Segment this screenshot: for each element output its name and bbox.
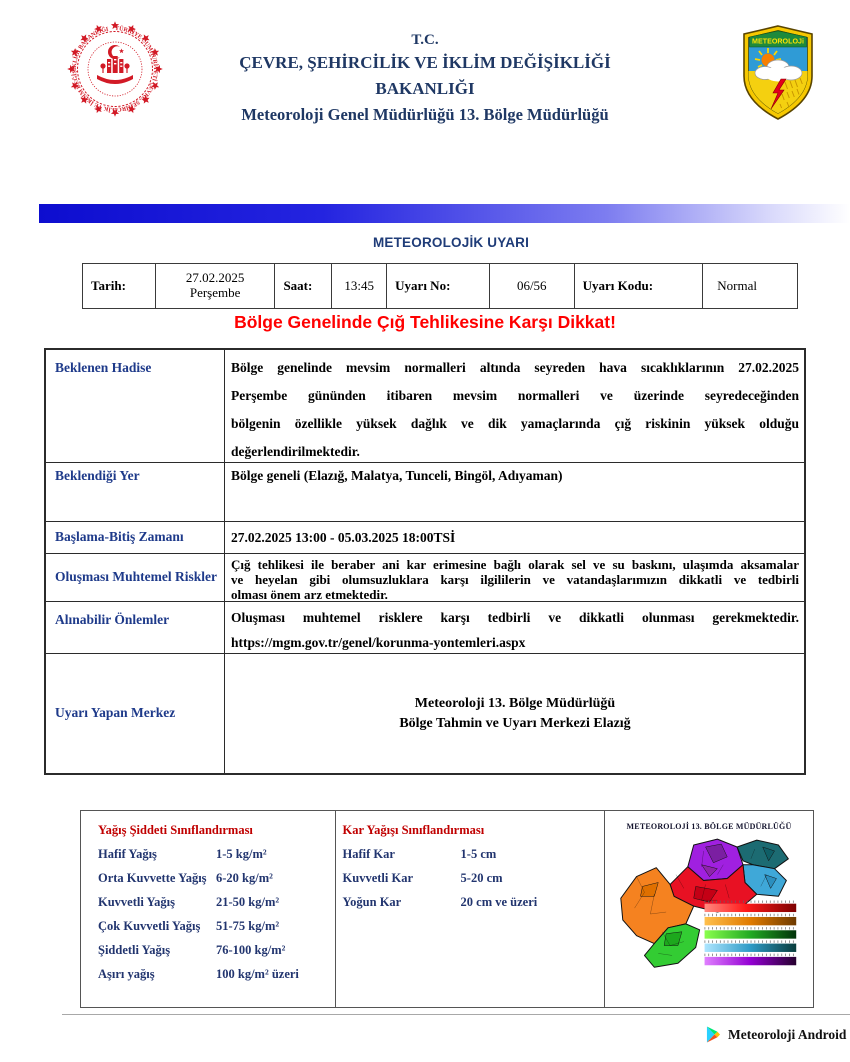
row-beklendigi-yer — [46, 462, 804, 521]
list-item: Çok Kuvvetli Yağış 51-75 kg/m² — [98, 919, 280, 933]
map-title: METEOROLOJİ 13. BÖLGE MÜDÜRLÜĞÜ — [626, 822, 792, 831]
warning-detail-table — [44, 348, 806, 775]
footer-divider — [62, 1014, 850, 1015]
list-item: Hafif Kar 1-5 cm — [342, 847, 497, 861]
list-item: Şiddetli Yağış 76-100 kg/m² — [98, 943, 286, 957]
header-ministry-line1: ÇEVRE, ŞEHİRCİLİK VE İKLİM DEĞİŞİKLİĞİ — [239, 53, 611, 72]
header-tc: T.C. — [411, 32, 439, 48]
list-item: Aşırı yağış 100 kg/m² üzeri — [98, 967, 299, 981]
alinabilir-onlemler-content: Oluşması muhtemel risklere karşı tedbirli ve dikkatli olunması gerekmektedir. https://mgm.gov.tr/genel/korunma-yontemleri.aspx — [225, 602, 804, 653]
list-item: Yoğun Kar 20 cm ve üzeri — [342, 895, 538, 909]
alinabilir-onlemler-label: Alınabilir Önlemler — [46, 602, 225, 653]
uyari-no-label: Uyarı No: — [387, 264, 490, 308]
region-map — [607, 834, 811, 996]
saat-label: Saat: — [275, 264, 332, 308]
beklenen-hadise-content: Bölge genelinde mevsim normalleri altında seyreden hava sıcaklıklarının 27.02.2025 Perşembe gününden itibaren mevsim normalleri ve üzerinde seyredeceğinden bölgenin özellikle yüksek dağlık ve dik yamaçlarında çığ riskinin yüksek olduğu değerlendirilmektedir. — [231, 360, 799, 459]
ministry-seal-logo — [64, 18, 166, 120]
rain-classification-title: Yağış Şiddeti Sınıflandırması — [98, 823, 253, 837]
baslama-bitis-label: Başlama-Bitiş Zamanı — [46, 522, 225, 553]
alert-headline: Bölge Genelinde Çığ Tehlikesine Karşı Dikkat! — [234, 312, 616, 332]
header-ministry-line2: BAKANLIĞI — [375, 79, 475, 98]
snow-classification-title: Kar Yağışı Sınıflandırması — [342, 823, 485, 837]
tarih-label: Tarih: — [83, 264, 156, 308]
header-title-block — [180, 30, 670, 128]
android-app-badge[interactable] — [706, 1026, 846, 1043]
uyari-yapan-merkez-content: Meteoroloji 13. Bölge Müdürlüğü Bölge Tahmin ve Uyarı Merkezi Elazığ — [399, 695, 631, 731]
list-item: Hafif Yağış 1-5 kg/m² — [98, 847, 267, 861]
row-baslama-bitis — [46, 521, 804, 553]
row-alinabilir-onlemler — [46, 601, 804, 653]
saat-value: 13:45 — [332, 264, 387, 308]
header-directorate: Meteoroloji Genel Müdürlüğü 13. Bölge Müdürlüğü — [241, 105, 609, 124]
row-uyari-yapan-merkez — [46, 653, 804, 773]
beklenen-hadise-label: Beklenen Hadise — [46, 350, 225, 462]
notice-title: METEOROLOJİK UYARI — [372, 235, 530, 250]
meteorology-shield-logo — [738, 24, 818, 121]
protection-url[interactable]: https://mgm.gov.tr/genel/korunma-yontemleri.aspx — [231, 635, 526, 650]
tarih-day: Perşembe — [189, 285, 241, 300]
seal-circular-text: TÜRKİYE CUMHURİYETİ ÇEVRE, ŞEHİRCİLİK VE İKLİM DEĞİŞİKLİĞİ BAKANLIĞI — [71, 25, 159, 113]
muhtemel-riskler-content: Çığ tehlikesi ile beraber ani kar erimesine bağlı olarak sel ve su baskını, ulaşımda aksamalar ve heyelan gibi olumsuzluklara karşı ilgililerin ve vatandaşlarımızın dikkatli ve tedbirli olması önem arz etmektedir. — [231, 557, 799, 601]
seal-emblem — [97, 45, 133, 84]
uyari-kodu-label: Uyarı Kodu: — [575, 264, 704, 308]
uyari-no-value: 06/56 — [490, 264, 575, 308]
row-beklenen-hadise — [46, 350, 804, 462]
shield-label-text: METEOROLOJi — [752, 36, 804, 46]
blue-divider-bar — [39, 204, 850, 223]
rain-classification — [81, 811, 336, 1007]
list-item: Orta Kuvvette Yağış 6-20 kg/m² — [98, 871, 273, 885]
row-muhtemel-riskler — [46, 553, 804, 601]
beklendigi-yer-content: Bölge geneli (Elazığ, Malatya, Tunceli, Bingöl, Adıyaman) — [231, 468, 563, 483]
tarih-value — [156, 264, 276, 308]
map-legend — [705, 902, 797, 966]
warning-info-table — [82, 263, 798, 309]
google-play-icon — [706, 1026, 721, 1043]
uyari-kodu-value: Normal — [717, 277, 757, 293]
snow-classification — [336, 811, 605, 1007]
baslama-bitis-content: 27.02.2025 13:00 - 05.03.2025 18:00TSİ — [231, 529, 456, 545]
region-map-panel — [605, 811, 813, 1007]
classification-section — [80, 810, 814, 1008]
muhtemel-riskler-label: Oluşması Muhtemel Riskler — [46, 554, 225, 601]
list-item: Kuvvetli Yağış 21-50 kg/m² — [98, 895, 280, 909]
android-app-label: Meteoroloji Android — [728, 1026, 847, 1042]
tarih-date: 27.02.2025 — [185, 270, 245, 286]
uyari-yapan-merkez-label: Uyarı Yapan Merkez — [46, 654, 225, 773]
beklendigi-yer-label: Beklendiği Yer — [46, 463, 225, 521]
list-item: Kuvvetli Kar 5-20 cm — [342, 871, 503, 885]
